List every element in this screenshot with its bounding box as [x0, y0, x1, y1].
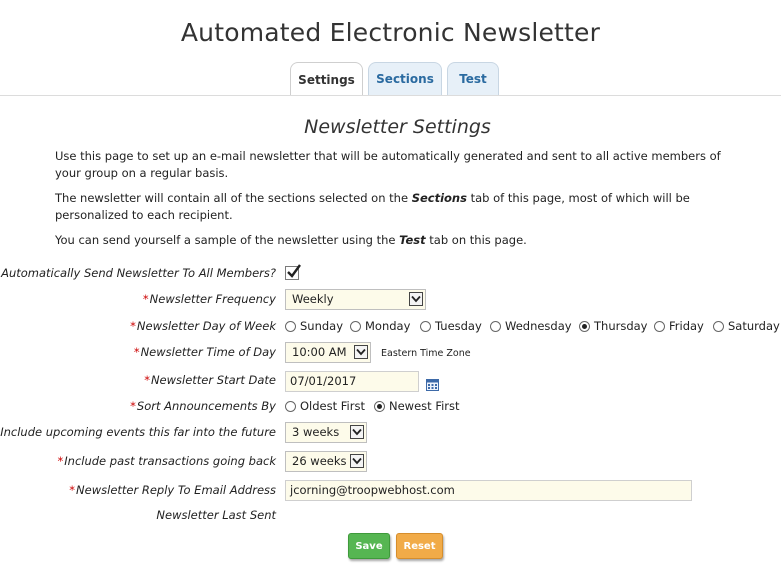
app-title: Automated Electronic Newsletter	[180, 18, 601, 47]
chevron-down-icon	[354, 345, 368, 359]
tab-settings[interactable]: Settings	[290, 62, 363, 96]
frequency-label-text: Newsletter Frequency	[149, 292, 276, 306]
day-radio-sunday[interactable]	[285, 319, 343, 333]
day-of-week-label	[130, 319, 276, 333]
start-date-label	[144, 373, 276, 387]
intro-text: tab of this page, most of which will be personalized to each recipient.	[55, 191, 690, 222]
day-of-week-label-text: Newsletter Day of Week	[136, 319, 276, 333]
intro-text: You can send yourself a sample of the newsletter using the	[55, 233, 400, 247]
radio-button-selected[interactable]	[374, 401, 385, 412]
tab-test[interactable]: Test	[447, 62, 499, 95]
reply-to-email-input[interactable]: jcorning@troopwebhost.com	[285, 480, 692, 501]
past-select[interactable]	[285, 451, 367, 472]
day-radio-friday[interactable]	[654, 319, 704, 333]
tab-divider	[0, 95, 781, 96]
time-of-day-select[interactable]	[285, 342, 371, 363]
upcoming-label	[0, 425, 276, 439]
chevron-down-icon	[350, 454, 364, 468]
required-marker: *	[142, 292, 149, 306]
required-marker: *	[133, 345, 140, 359]
day-option-label: Sunday	[300, 319, 344, 333]
radio-button[interactable]	[490, 321, 501, 332]
calendar-icon[interactable]	[426, 376, 439, 395]
day-radio-monday[interactable]	[350, 319, 410, 333]
checkmark-icon	[286, 264, 302, 280]
upcoming-label-text: Include upcoming events this far into the future	[0, 425, 276, 439]
time-of-day-label	[134, 345, 276, 359]
radio-button[interactable]	[713, 321, 724, 332]
sort-label	[130, 399, 276, 413]
frequency-label	[143, 292, 276, 306]
reply-to-label	[69, 483, 276, 497]
required-marker: *	[130, 319, 136, 333]
intro-paragraph-2	[55, 190, 745, 224]
sort-label-text: Sort Announcements By	[136, 399, 276, 413]
day-option-label: Monday	[365, 319, 411, 333]
sections-emphasis: Sections	[411, 191, 467, 205]
intro-paragraph-1: Use this page to set up an e-mail newsletter that will be automatically generated and sent to all active members of your group on a regular basis.	[55, 149, 721, 180]
test-emphasis: Test	[399, 233, 426, 247]
sort-option-label: Oldest First	[300, 399, 365, 413]
auto-send-checkbox[interactable]	[285, 266, 299, 280]
auto-send-label	[0, 266, 276, 280]
required-marker: *	[130, 399, 136, 413]
intro-text: tab on this page.	[425, 233, 527, 247]
sort-radio-oldest[interactable]	[285, 399, 365, 413]
save-button[interactable]: Save	[348, 533, 390, 559]
day-radio-tuesday[interactable]	[420, 319, 482, 333]
frequency-value: Weekly	[292, 292, 334, 306]
required-marker: *	[144, 373, 150, 387]
section-title: Newsletter Settings	[304, 116, 491, 138]
upcoming-value: 3 weeks	[292, 425, 340, 439]
reset-button[interactable]: Reset	[396, 533, 443, 559]
start-date-label-text: Newsletter Start Date	[150, 373, 276, 387]
sort-option-label: Newest First	[389, 399, 460, 413]
tab-sections[interactable]: Sections	[368, 62, 442, 95]
day-option-label: Tuesday	[435, 319, 482, 333]
sort-radio-newest[interactable]	[374, 399, 460, 413]
day-option-label: Saturday	[728, 319, 780, 333]
radio-button[interactable]	[654, 321, 665, 332]
radio-button[interactable]	[285, 321, 296, 332]
required-marker: *	[57, 454, 64, 468]
chevron-down-icon	[350, 425, 364, 439]
radio-button[interactable]	[350, 321, 361, 332]
auto-send-label-text: Automatically Send Newsletter To All Members?	[1, 266, 276, 280]
time-of-day-value: 10:00 AM	[292, 345, 347, 359]
past-value: 26 weeks	[292, 454, 347, 468]
day-option-label: Thursday	[594, 319, 648, 333]
chevron-down-icon	[409, 292, 423, 306]
day-option-label: Wednesday	[505, 319, 572, 333]
start-date-input[interactable]: 07/01/2017	[285, 371, 419, 392]
past-label	[58, 454, 276, 468]
radio-button[interactable]	[420, 321, 431, 332]
day-radio-saturday[interactable]	[713, 319, 780, 333]
radio-button[interactable]	[285, 401, 296, 412]
last-sent-label: Newsletter Last Sent	[156, 508, 276, 522]
intro-paragraph-3	[55, 232, 745, 249]
time-of-day-label-text: Newsletter Time of Day	[140, 345, 276, 359]
day-option-label: Friday	[669, 319, 704, 333]
frequency-select[interactable]	[285, 289, 426, 310]
required-marker: *	[69, 483, 76, 497]
day-radio-wednesday[interactable]	[490, 319, 572, 333]
radio-button-selected[interactable]	[579, 321, 590, 332]
intro-text: The newsletter will contain all of the sections selected on the	[55, 191, 412, 205]
upcoming-select[interactable]	[285, 422, 367, 443]
timezone-text: Eastern Time Zone	[381, 348, 471, 359]
past-label-text: Include past transactions going back	[64, 454, 276, 468]
day-radio-thursday[interactable]	[579, 319, 647, 333]
reply-to-label-text: Newsletter Reply To Email Address	[76, 483, 276, 497]
